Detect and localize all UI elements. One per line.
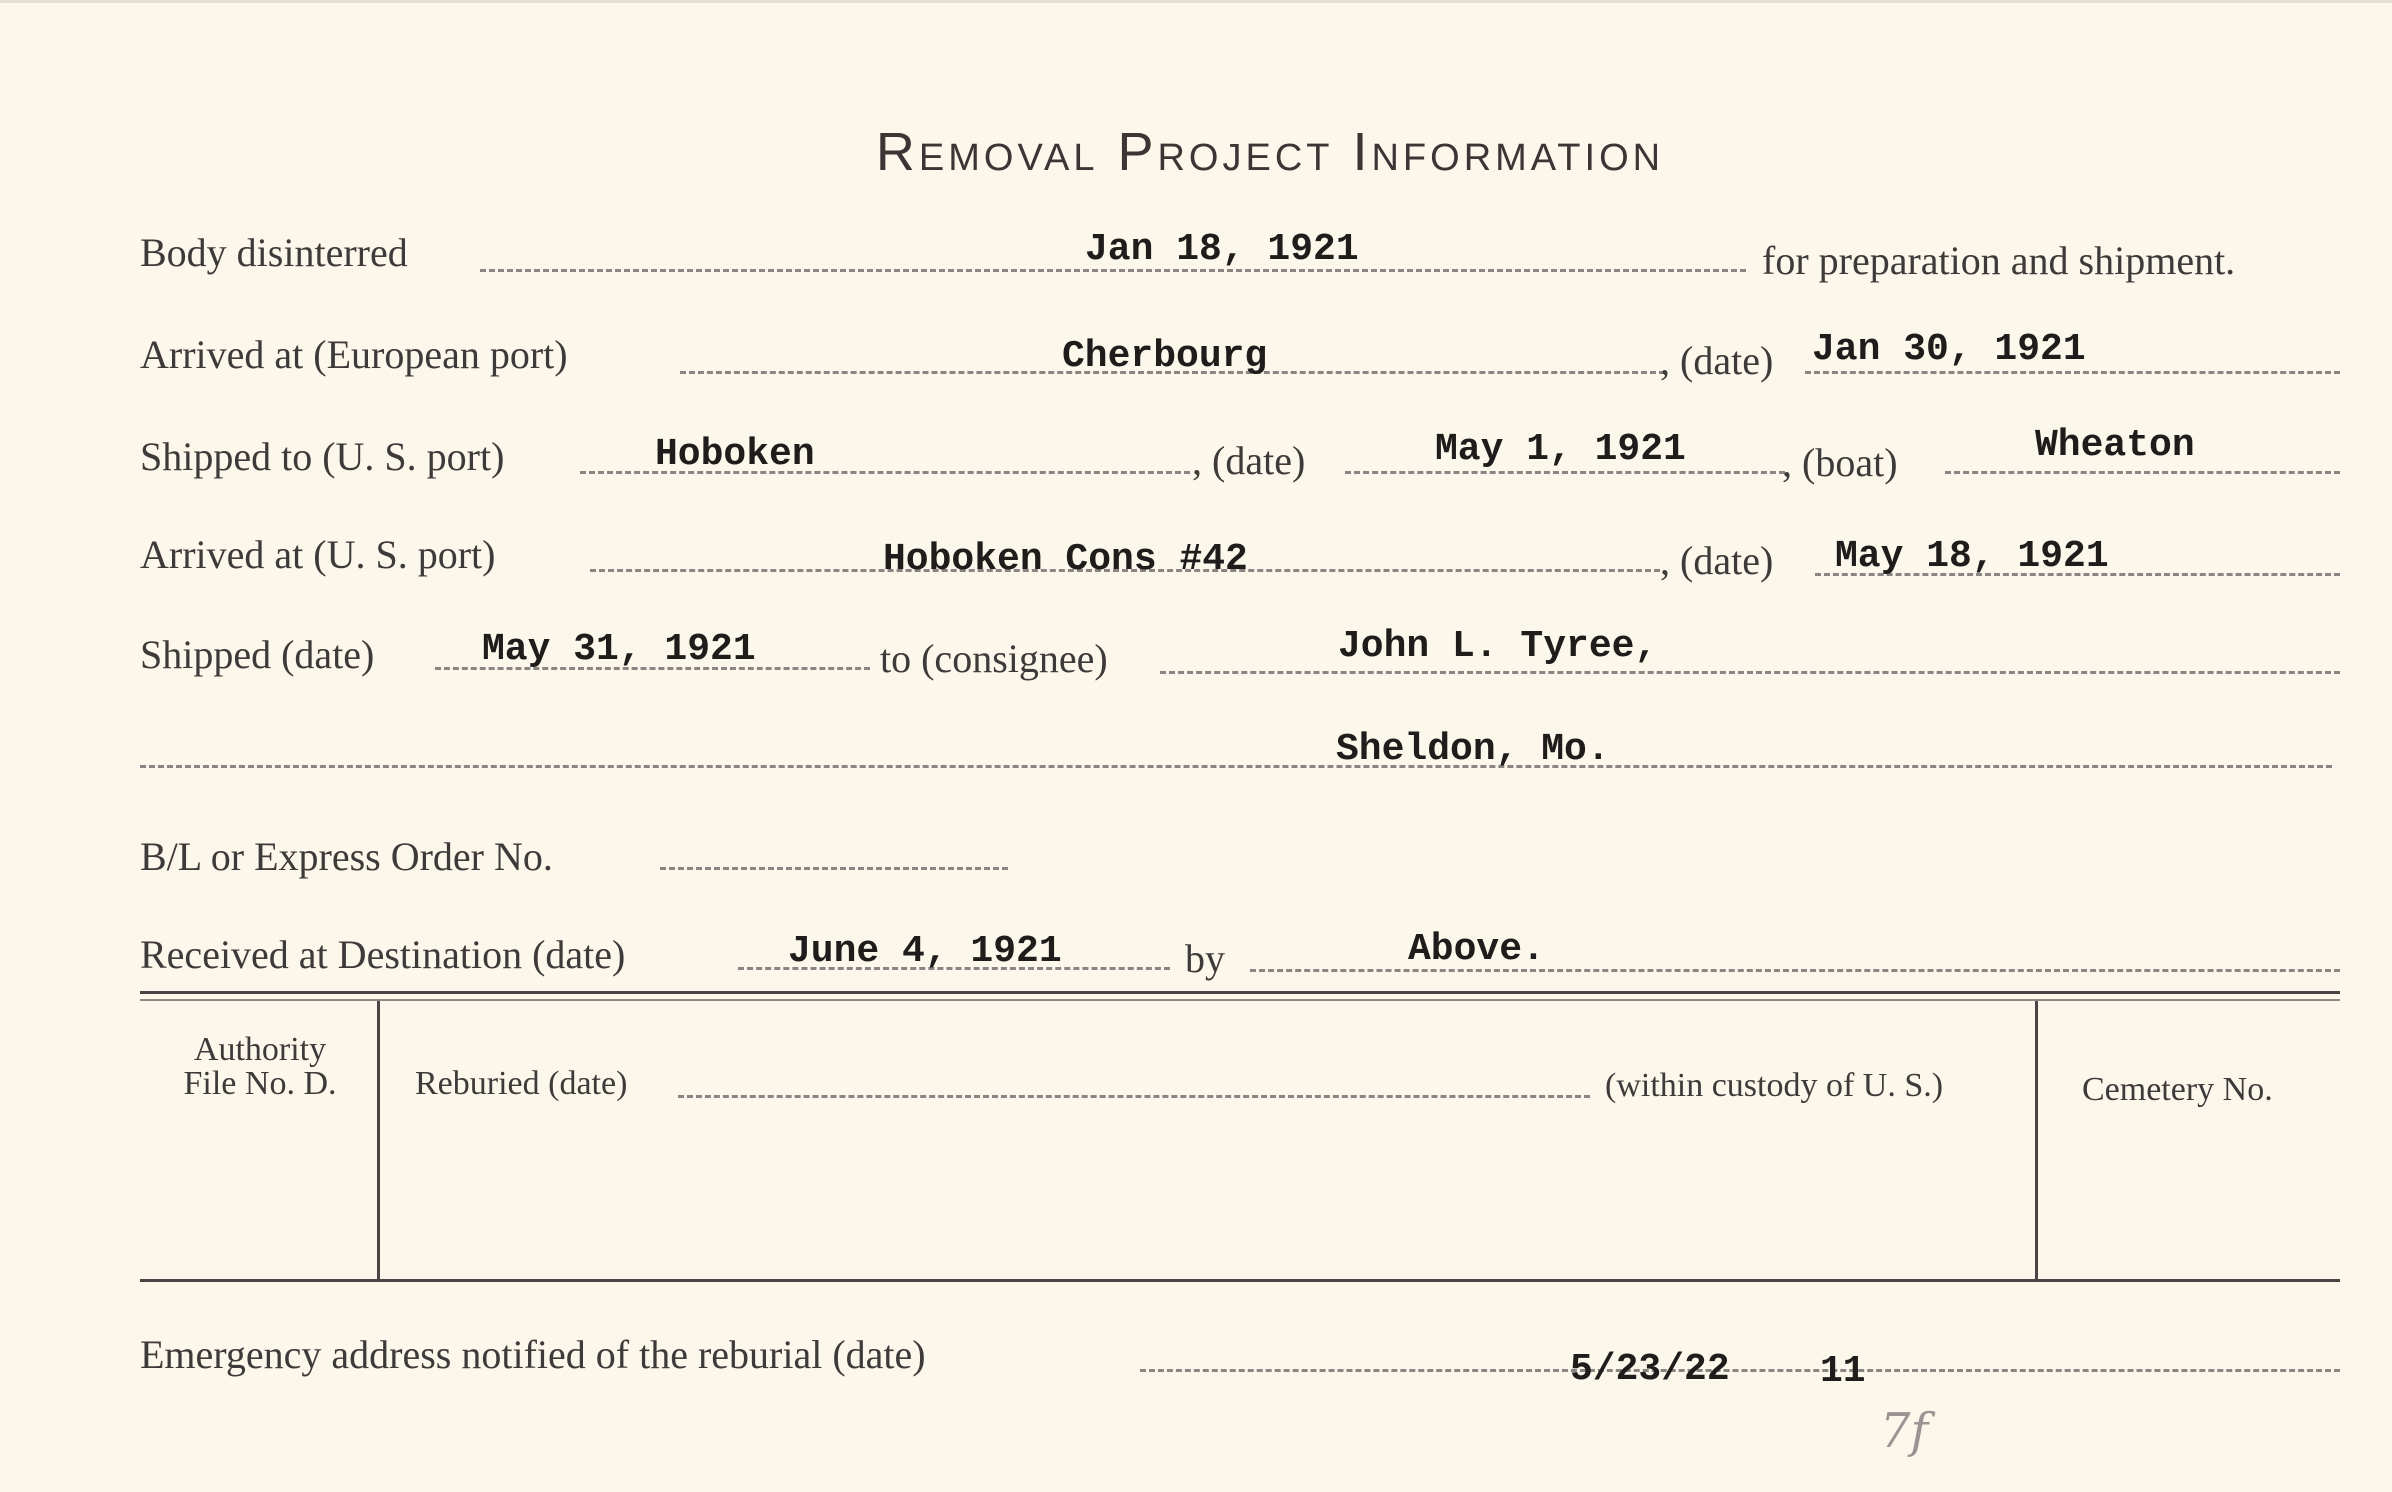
pencil-note: 7f [1880,1403,1929,1459]
bl-order-line [660,867,1008,870]
shipped-to-boat: Wheaton [2035,424,2195,467]
consignee-label: to (consignee) [880,636,1108,681]
authority-label-1: Authority [193,1031,327,1068]
table-bottom-rule [140,1279,2340,1282]
arrived-europe-date-label: , (date) [1660,338,1774,383]
table-top-rule-thin [140,999,2340,1001]
shipped-to-label: Shipped to (U. S. port) [140,434,505,479]
arrived-europe-date: Jan 30, 1921 [1812,328,2086,371]
consignee-name: John L. Tyree, [1338,625,1658,668]
consignee-line [1160,671,2340,674]
arrived-us-date: May 18, 1921 [1835,535,2109,578]
bl-order-label: B/L or Express Order No. [140,834,553,879]
custody-label: (within custody of U. S.) [1605,1067,1944,1104]
received-by-label: by [1185,936,1225,981]
shipped-date-label: Shipped (date) [140,632,375,677]
shipped-date: May 31, 1921 [482,628,756,671]
shipped-to-date: May 1, 1921 [1435,428,1686,471]
body-disinterred-value: Jan 18, 1921 [1085,228,1359,271]
table-divider-left [377,1001,380,1279]
table-divider-right [2035,1001,2038,1279]
reburied-line [678,1095,1590,1098]
consignee-address: Sheldon, Mo. [1336,728,1610,771]
shipped-to-boat-line [1945,471,2340,474]
consignee-address-line [140,765,2332,768]
arrived-europe-port: Cherbourg [1062,335,1268,378]
body-disinterred-label: Body disinterred [140,230,408,275]
emergency-label: Emergency address notified of the reburial (date) [140,1332,926,1377]
arrived-us-port: Hoboken Cons #42 [883,538,1248,581]
table-top-rule [140,991,2340,994]
emergency-mark: 11 [1820,1350,1866,1393]
body-disinterred-suffix: for preparation and shipment. [1762,238,2236,283]
shipped-to-date-label: , (date) [1192,438,1306,483]
received-label: Received at Destination (date) [140,932,626,977]
shipped-to-port: Hoboken [655,433,815,476]
card-title: Removal Project Information [875,122,1665,182]
arrived-europe-label: Arrived at (European port) [140,332,568,377]
emergency-date: 5/23/22 [1570,1348,1730,1391]
cemetery-label: Cemetery No. [2082,1071,2273,1108]
arrived-europe-date-line [1805,371,2340,374]
arrived-us-date-label: , (date) [1660,538,1774,583]
received-by: Above. [1408,928,1545,971]
shipped-to-date-line [1345,471,1785,474]
authority-label-2: File No. D. [183,1065,337,1102]
shipped-to-boat-label: , (boat) [1782,440,1898,485]
arrived-us-label: Arrived at (U. S. port) [140,532,496,577]
emergency-line [1140,1369,2340,1372]
received-date: June 4, 1921 [788,930,1062,973]
reburied-label: Reburied (date) [415,1065,628,1102]
